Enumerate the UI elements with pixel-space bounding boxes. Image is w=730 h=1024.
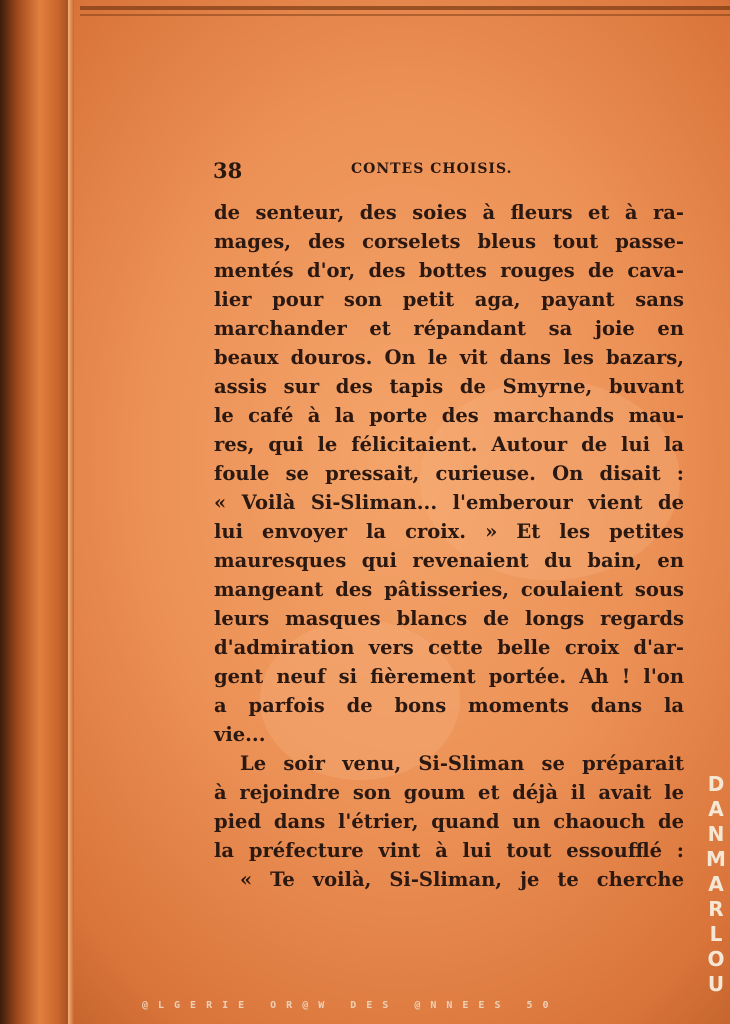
watermark-letter: A [708,797,724,821]
text-line: lui envoyer la croix. » Et les petites [214,520,684,543]
text-line: vie... [214,723,266,746]
page-number: 38 [213,158,243,183]
text-line: mangeant des pâtisseries, coulaient sous [214,578,684,601]
page-edge [68,0,74,1024]
text-line: assis sur des tapis de Smyrne, buvant [214,375,684,398]
top-page-edge-inner [80,14,730,16]
text-line: « Voilà Si-Sliman... l'emberour vient de [214,491,684,514]
watermark-letter: L [709,922,723,946]
text-line: marchander et répandant sa joie en [214,317,684,340]
page-header [213,158,683,186]
bottom-watermark: @LGERIE OR@W DES @NNEES 50 [142,1000,559,1011]
book-spine [0,0,72,1024]
watermark-letter: N [707,822,725,846]
watermark-letter: U [707,972,725,996]
watermark-letter: A [708,872,724,896]
side-watermark [704,772,728,997]
text-line: mentés d'or, des bottes rouges de cava- [214,259,684,282]
text-line: leurs masques blancs de longs regards [214,607,684,630]
text-line: de senteur, des soies à fleurs et à ra- [214,201,684,224]
watermark-letter: R [708,897,724,921]
text-line: la préfecture vint à lui tout essoufflé : [214,839,684,862]
text-line: lier pour son petit aga, payant sans [214,288,684,311]
text-line: res, qui le félicitaient. Autour de lui la [214,433,684,456]
text-line: d'admiration vers cette belle croix d'ar- [214,636,684,659]
text-line: « Te voilà, Si-Sliman, je te cherche [240,868,684,891]
text-line: foule se pressait, curieuse. On disait : [214,462,684,485]
text-line: mauresques qui revenaient du bain, en [214,549,684,572]
text-line: le café à la porte des marchands mau- [214,404,684,427]
text-line: à rejoindre son goum et déjà il avait le [214,781,684,804]
top-page-edge [80,6,730,10]
text-line: mages, des corselets bleus tout passe- [214,230,684,253]
text-line: a parfois de bons moments dans la [214,694,684,717]
text-line: beaux douros. On le vit dans les bazars, [214,346,684,369]
watermark-letter: O [707,947,725,971]
watermark-letter: M [706,847,726,871]
body-text [214,198,684,894]
watermark-letter: D [707,772,725,796]
running-title: CONTES CHOISIS. [351,161,513,177]
text-line: gent neuf si fièrement portée. Ah ! l'on [214,665,684,688]
text-line: Le soir venu, Si-Sliman se préparait [240,752,684,775]
text-line: pied dans l'étrier, quand un chaouch de [214,810,684,833]
